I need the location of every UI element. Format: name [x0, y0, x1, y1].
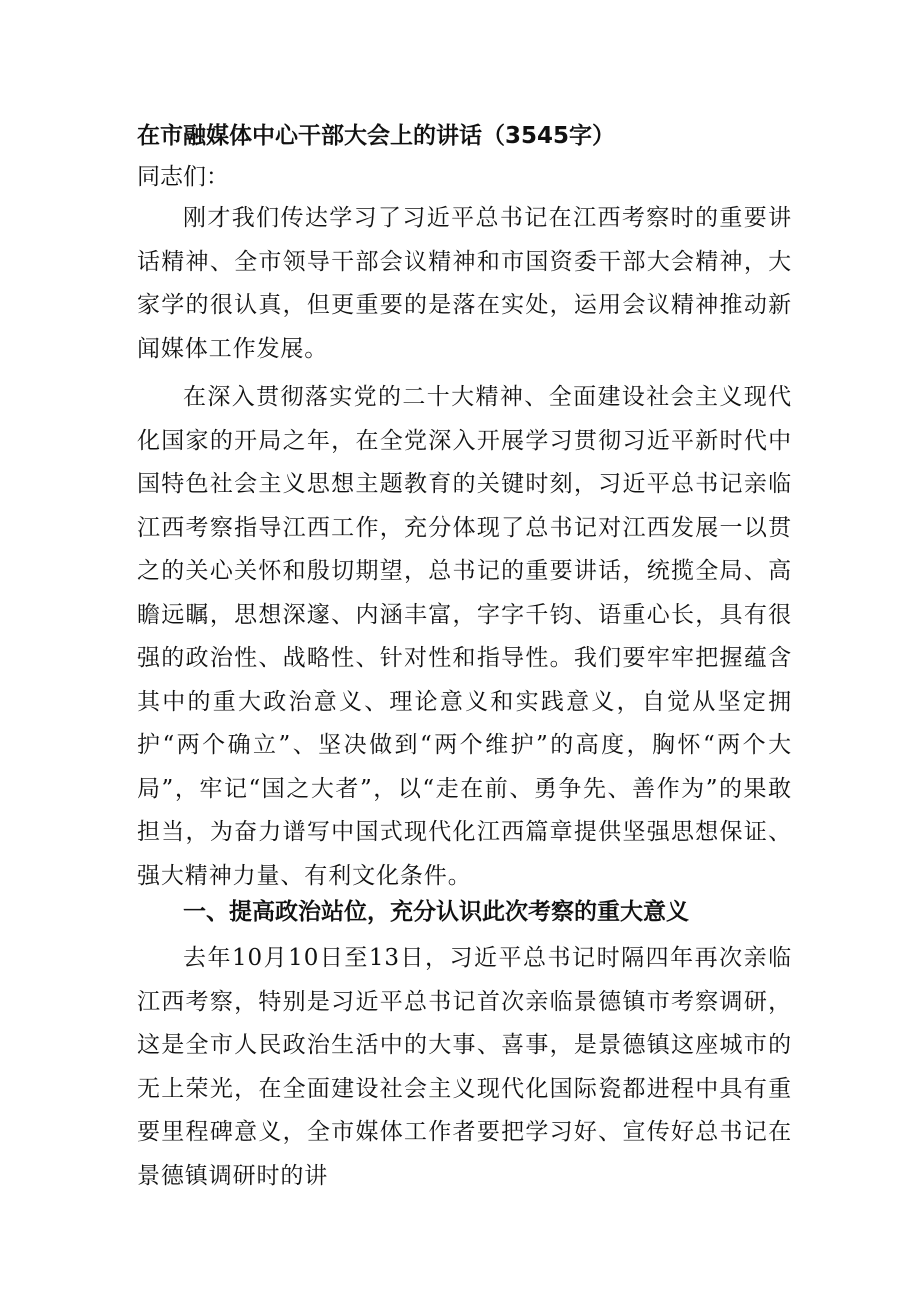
section-paragraph: 去年10月10日至13日，习近平总书记时隔四年再次亲临江西考察，特别是习近平总书记首次亲临景德镇市考察调研，这是全市人民政治生活中的大事、喜事，是景德镇这座城市的无上荣光，在全面建设社会主义现代化国际瓷都进程中具有重要里程碑意义，全市媒体工作者要把学习好、宣传好总书记在景德镇调研时的讲 — [137, 945, 792, 1189]
paragraph-intro: 刚才我们传达学习了习近平总书记在江西考察时的重要讲话精神、全市领导干部会议精神和市国资委干部大会精神，大家学的很认真，但更重要的是落在实处，运用会议精神推动新闻媒体工作发展。 — [137, 205, 792, 362]
salutation: 同志们： — [137, 164, 229, 190]
section-heading: 一、提高政治站位，充分认识此次考察的重大意义 — [183, 899, 689, 925]
paragraph-context: 在深入贯彻落实党的二十大精神、全面建设社会主义现代化国家的开局之年，在全党深入开展学习贯彻习近平新时代中国特色社会主义思想主题教育的关键时刻，习近平总书记亲临江西考察指导江西工作，充分体现了总书记对江西发展一以贯之的关心关怀和殷切期望，总书记的重要讲话，统揽全局、高瞻远瞩，思想深邃、内涵丰富，字字千钧、语重心长，具有很强的政治性、战略性、针对性和指导性。我们要牢牢把握蕴含其中的重大政治意义、理论意义和实践意义，自觉从坚定拥护“两个确立”、坚决做到“两个维护”的高度，胸怀“两个大局”，牢记“国之大者”，以“走在前、勇争先、善作为”的果敢担当，为奋力谱写中国式现代化江西篇章提供坚强思想保证、强大精神力量、有利文化条件。 — [137, 384, 792, 889]
document-title: 在市融媒体中心干部大会上的讲话（3545字） — [137, 123, 616, 149]
